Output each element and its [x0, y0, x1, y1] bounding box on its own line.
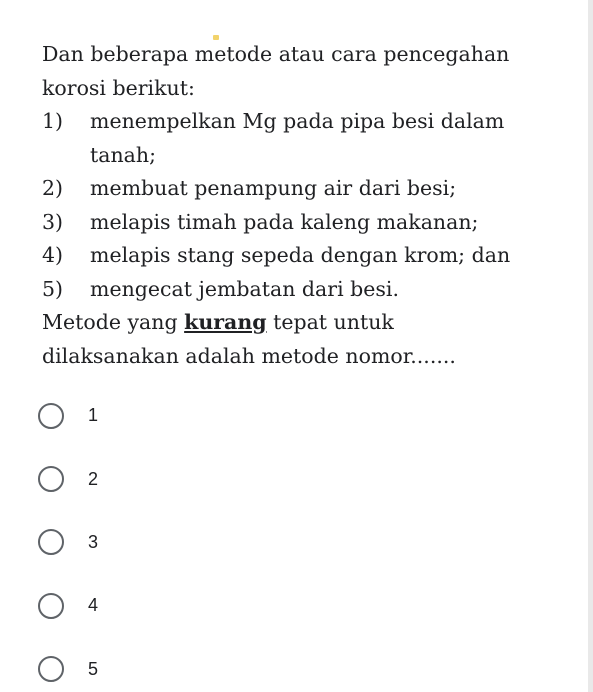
option-4[interactable]: [38, 574, 438, 637]
list-item-text: melapis stang sepeda dengan krom; dan: [90, 243, 511, 267]
radio-button[interactable]: [38, 656, 64, 682]
radio-button[interactable]: [38, 529, 64, 555]
option-5[interactable]: [38, 638, 438, 692]
question-text: [42, 38, 542, 373]
question-list-item: [42, 239, 542, 273]
closing-suffix: tepat untuk: [266, 310, 394, 334]
list-item-number: 2): [42, 176, 64, 200]
list-item-text: mengecat jembatan dari besi.: [90, 276, 400, 301]
question-list-item: [42, 206, 542, 240]
answer-options: [38, 384, 438, 692]
radio-button[interactable]: [38, 593, 64, 619]
list-item-number: 4): [42, 243, 64, 267]
list-item-number: 3): [42, 209, 64, 234]
list-item-number: 5): [42, 276, 64, 301]
radio-button[interactable]: [38, 403, 64, 429]
question-closing-line-1: [42, 306, 542, 340]
option-label: 1: [88, 405, 99, 426]
question-intro-line-1: Dan beberapa metode atau cara pencegahan: [42, 42, 510, 66]
option-label: 3: [88, 531, 99, 552]
question-closing-line-2: dilaksanakan adalah metode nomor.......: [42, 343, 456, 368]
closing-prefix: Metode yang: [42, 310, 185, 334]
closing-emphasis: kurang: [184, 310, 267, 334]
option-2[interactable]: [38, 447, 438, 510]
scrollbar[interactable]: [588, 0, 593, 692]
option-1[interactable]: [38, 384, 438, 447]
list-item-text: melapis timah pada kaleng makanan;: [90, 209, 479, 234]
option-label: 5: [88, 658, 99, 679]
question-list-item: [42, 273, 542, 307]
question-list-item: [42, 105, 542, 139]
question-intro-line-2: korosi berikut:: [42, 75, 195, 100]
option-3[interactable]: [38, 511, 438, 574]
list-item-text: membuat penampung air dari besi;: [90, 176, 457, 200]
question-list-item: [42, 172, 542, 206]
radio-button[interactable]: [38, 466, 64, 492]
list-item-text-continuation: tanah;: [90, 142, 156, 167]
option-label: 4: [88, 595, 99, 616]
option-label: 2: [88, 468, 99, 489]
list-item-number: 1): [42, 109, 64, 133]
list-item-text: menempelkan Mg pada pipa besi dalam: [90, 109, 505, 133]
